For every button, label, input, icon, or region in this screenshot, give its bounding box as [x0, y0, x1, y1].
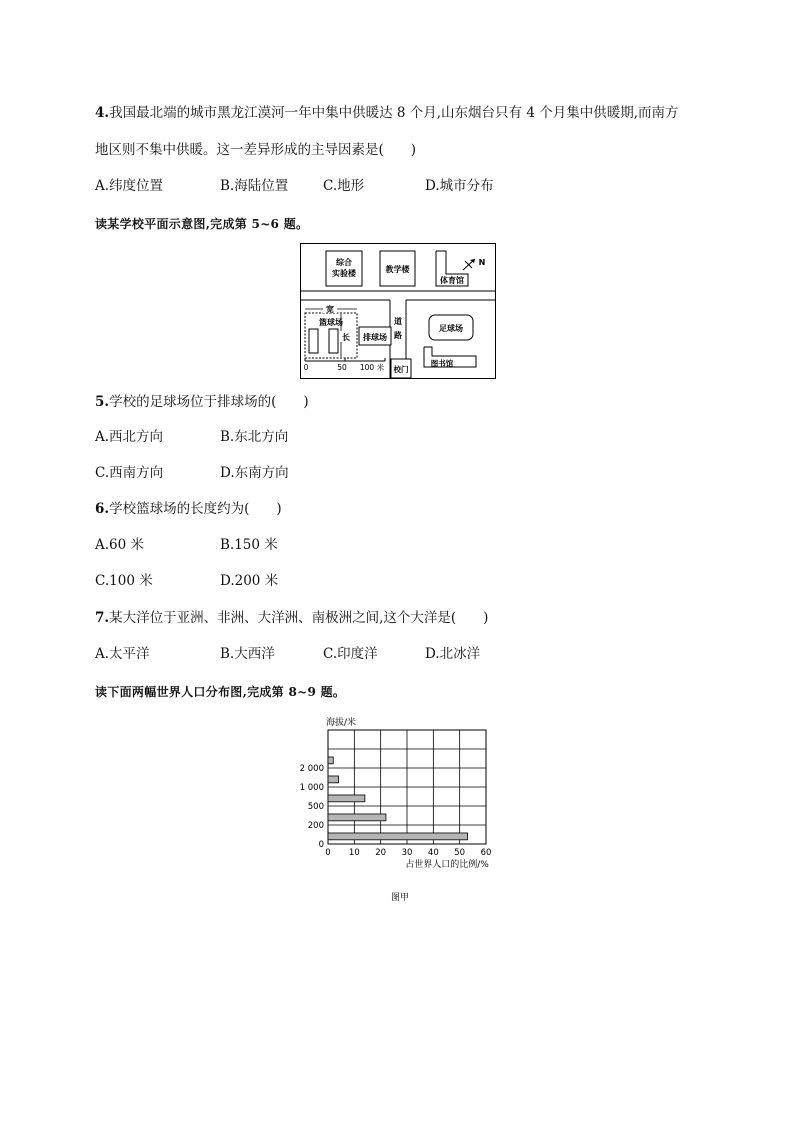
chart-bar-500-1000 [328, 795, 365, 802]
q4-line1 [95, 104, 679, 122]
q4-option-b: B.海陆位置 [220, 178, 289, 194]
q6-text: 学校篮球场的长度约为( ) [109, 501, 282, 517]
q4-text-line2: 地区则不集中供暖。这一差异形成的主导因素是( ) [95, 142, 417, 158]
volleyball-label: 排球场 [363, 333, 387, 342]
chart-bar-1000-2000 [328, 776, 339, 783]
chart-caption: 图甲 [390, 893, 410, 903]
q5-number: 5. [95, 394, 110, 410]
chart-grid [328, 730, 486, 844]
q7-option-b: B.大西洋 [220, 646, 275, 662]
q5-line [95, 393, 309, 411]
chart-y-tick-label: 1 000 [299, 783, 324, 793]
chart-x-tick-label: 50 [454, 848, 466, 858]
chart-bars [328, 757, 468, 840]
scale-100: 100 米 [359, 363, 385, 372]
gym-label: 体育馆 [440, 276, 464, 285]
chart-bar-2000- [328, 757, 333, 764]
chart-x-tick-label: 30 [401, 848, 413, 858]
lab-building-label-1: 综合 [336, 258, 352, 267]
q7-number: 7. [95, 610, 110, 626]
school-map [300, 243, 496, 379]
road-label-1: 道 [394, 317, 402, 326]
chart-y-tick-label: 0 [318, 840, 324, 850]
chart-bar-200-500 [328, 814, 386, 821]
q6-line [95, 500, 282, 518]
basketball-court-2 [329, 329, 338, 353]
chart-x-tick-label: 0 [325, 848, 331, 858]
chart-x-tick-label: 60 [480, 848, 492, 858]
q5-option-a: A.西北方向 [95, 429, 164, 445]
chart-y-tick-label: 200 [307, 821, 324, 831]
library-label: 图书馆 [430, 359, 454, 368]
teaching-building-label: 教学楼 [385, 265, 410, 274]
q6-option-d: D.200 米 [220, 573, 279, 589]
chart-x-ticks [325, 848, 491, 858]
chart-y-ticks [300, 764, 324, 850]
road-label-2: 路 [394, 331, 402, 340]
width-label: 宽 [326, 305, 334, 314]
chart-bar-0-200 [328, 833, 468, 840]
q5-text: 学校的足球场位于排球场的( ) [109, 394, 309, 410]
basketball-court-1 [309, 329, 318, 353]
q4-text-line1: 我国最北端的城市黑龙江漠河一年中集中供暖达 8 个月,山东烟台只有 4 个月集中供暖期,而南方 [109, 105, 679, 121]
q5-option-b: B.东北方向 [220, 429, 289, 445]
lab-building-label-2: 实验楼 [332, 269, 356, 278]
q7-option-c: C.印度洋 [323, 646, 378, 662]
q4-option-a: A.纬度位置 [95, 178, 164, 194]
chart-x-tick-label: 20 [375, 848, 387, 858]
q7-line [95, 609, 488, 627]
north-label: N [478, 258, 486, 267]
q7-option-d: D.北冰洋 [425, 646, 481, 662]
intro-population: 读下面两幅世界人口分布图,完成第 8~9 题。 [95, 685, 346, 699]
q5-option-c: C.西南方向 [95, 465, 164, 481]
scale-0: 0 [303, 363, 309, 372]
basketball-label: 篮球场 [319, 318, 343, 327]
chart-x-tick-label: 40 [427, 848, 439, 858]
length-label: 长 [342, 333, 350, 342]
q4-number: 4. [95, 105, 110, 121]
q4-option-d: D.城市分布 [425, 178, 494, 194]
q6-option-c: C.100 米 [95, 573, 153, 589]
q6-option-a: A.60 米 [95, 537, 145, 553]
population-chart [290, 712, 510, 908]
chart-xlabel: 占世界人口的比例/% [405, 860, 489, 870]
chart-y-tick-label: 500 [307, 802, 324, 812]
chart-x-tick-label: 10 [348, 848, 360, 858]
football-label: 足球场 [439, 324, 463, 333]
q6-number: 6. [95, 501, 110, 517]
intro-map: 读某学校平面示意图,完成第 5~6 题。 [95, 217, 309, 231]
gate-label: 校门 [393, 365, 409, 374]
q7-option-a: A.太平洋 [95, 646, 150, 662]
chart-y-tick-label: 2 000 [299, 764, 324, 774]
q5-option-d: D.东南方向 [220, 465, 289, 481]
q4-option-c: C.地形 [323, 178, 365, 194]
q7-text: 某大洋位于亚洲、非洲、大洋洲、南极洲之间,这个大洋是( ) [109, 610, 489, 626]
q6-option-b: B.150 米 [220, 537, 278, 553]
chart-ylabel: 海拔/米 [326, 718, 357, 728]
scale-50: 50 [337, 363, 347, 372]
